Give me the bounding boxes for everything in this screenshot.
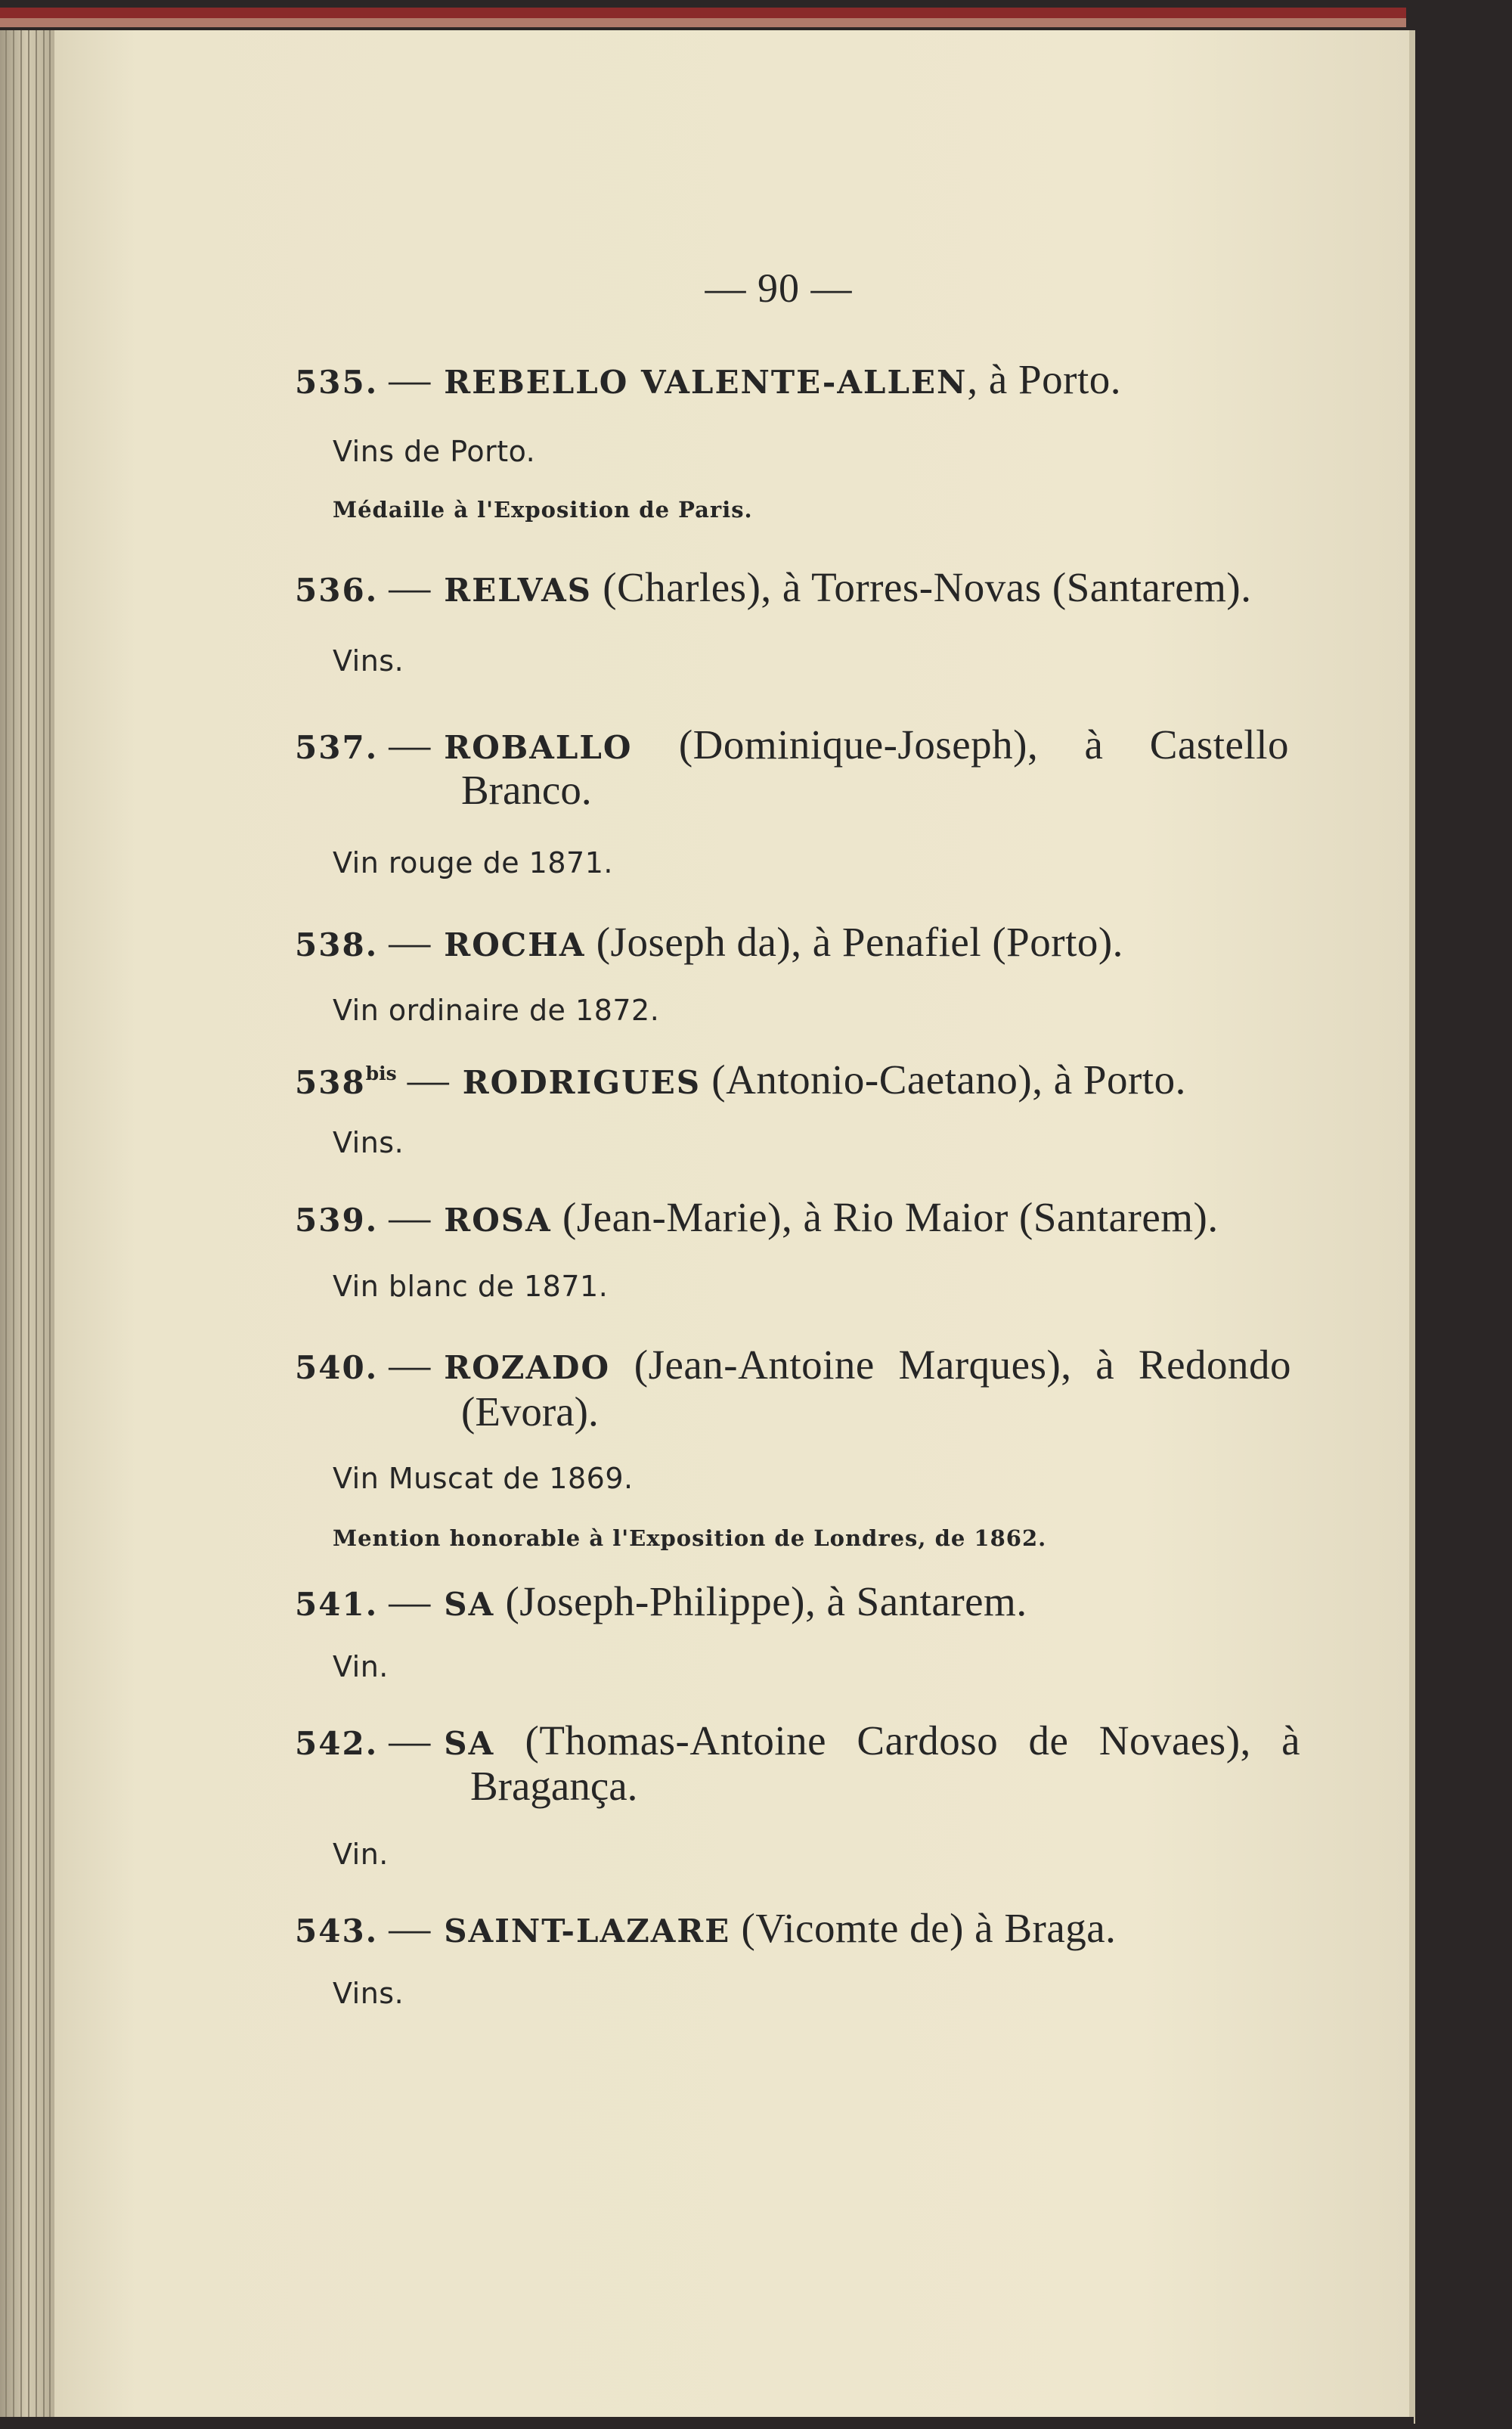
entry-number: 535.: [295, 364, 379, 401]
entry-dash: —: [389, 564, 431, 610]
product-description: Vins.: [333, 1977, 404, 2010]
entry-heading: [295, 1579, 1300, 1627]
entry-heading: [295, 1342, 1291, 1391]
entry-number-suffix: bis: [365, 1062, 397, 1084]
exhibitor-name: SA: [444, 1586, 495, 1623]
entry-number-base: 538: [295, 1064, 366, 1101]
entry-heading: [295, 722, 1289, 771]
page-number: — 90 —: [705, 265, 853, 311]
entry-dash: —: [389, 1905, 431, 1951]
entry-continuation: Branco.: [461, 767, 592, 813]
exhibitor-name: ROBALLO: [444, 729, 633, 766]
product-description: Vin.: [333, 1650, 389, 1683]
entry-dash: —: [407, 1056, 449, 1103]
entry-dash: —: [389, 1578, 431, 1624]
exhibitor-name: RODRIGUES: [462, 1064, 702, 1101]
entry-heading: [295, 1057, 1300, 1106]
entry-number: [295, 1064, 397, 1101]
entry-dash: —: [389, 1194, 431, 1240]
product-description: Vin Muscat de 1869.: [333, 1462, 634, 1495]
product-description: Vin ordinaire de 1872.: [333, 994, 660, 1027]
product-description: Vin blanc de 1871.: [333, 1270, 609, 1303]
entry-heading: [295, 357, 1300, 405]
entry-number: 539.: [295, 1202, 379, 1239]
product-description: Vins.: [333, 644, 404, 678]
entry-number: 538.: [295, 926, 379, 963]
entry-dash: —: [389, 356, 431, 402]
entry-dash: —: [389, 919, 431, 965]
exhibitor-name: SAINT-LAZARE: [444, 1912, 731, 1950]
exhibitor-details: (Jean-Marie), à Rio Maior (Santarem).: [551, 1194, 1219, 1240]
entry-continuation: Bragança.: [470, 1763, 638, 1809]
exhibitor-name: RELVAS: [444, 572, 593, 609]
exhibitor-name: REBELLO VALENTE-ALLEN: [444, 364, 968, 401]
exhibitor-details: , à Porto.: [967, 356, 1121, 402]
entry-number: 536.: [295, 572, 379, 609]
exhibitor-details: (Charles), à Torres-Novas (Santarem).: [592, 564, 1252, 610]
entry-number: 540.: [295, 1349, 379, 1386]
entry-dash: —: [389, 721, 431, 768]
product-description: Vins.: [333, 1126, 404, 1159]
entry-heading: [295, 565, 1300, 613]
entry-dash: —: [389, 1342, 431, 1388]
entry-number: 537.: [295, 729, 379, 766]
exhibitor-details: (Joseph da), à Penafiel (Porto).: [585, 919, 1123, 965]
product-description: Vin.: [333, 1838, 389, 1871]
exhibitor-details: (Joseph-Philippe), à Santarem.: [494, 1578, 1027, 1624]
entry-number: 541.: [295, 1586, 379, 1623]
exhibitor-details: (Vicomte de) à Braga.: [730, 1905, 1117, 1951]
exhibitor-details: (Jean-Antoine Marques), à Redondo: [610, 1342, 1291, 1388]
entry-heading: [295, 920, 1300, 968]
entry-dash: —: [389, 1717, 431, 1764]
exhibitor-details: (Antonio-Caetano), à Porto.: [701, 1056, 1186, 1103]
exhibitor-details: (Dominique-Joseph), à Castello: [632, 721, 1289, 768]
entry-number: 543.: [295, 1912, 379, 1950]
entry-continuation: (Evora).: [461, 1388, 599, 1435]
award-note: Mention honorable à l'Exposition de Londres, de 1862.: [333, 1525, 1047, 1551]
exhibitor-name: ROCHA: [444, 926, 586, 963]
award-note: Médaille à l'Exposition de Paris.: [333, 497, 753, 523]
entry-heading: [295, 1718, 1300, 1767]
product-description: Vins de Porto.: [333, 435, 536, 468]
entry-heading: [295, 1906, 1300, 1954]
entry-heading: [295, 1195, 1300, 1243]
entry-number: 542.: [295, 1725, 379, 1762]
exhibitor-name: ROZADO: [444, 1349, 611, 1386]
exhibitor-details: (Thomas-Antoine Cardoso de Novaes), à: [494, 1717, 1300, 1764]
exhibitor-name: SA: [444, 1725, 495, 1762]
exhibitor-name: ROSA: [444, 1202, 552, 1239]
product-description: Vin rouge de 1871.: [333, 846, 613, 879]
